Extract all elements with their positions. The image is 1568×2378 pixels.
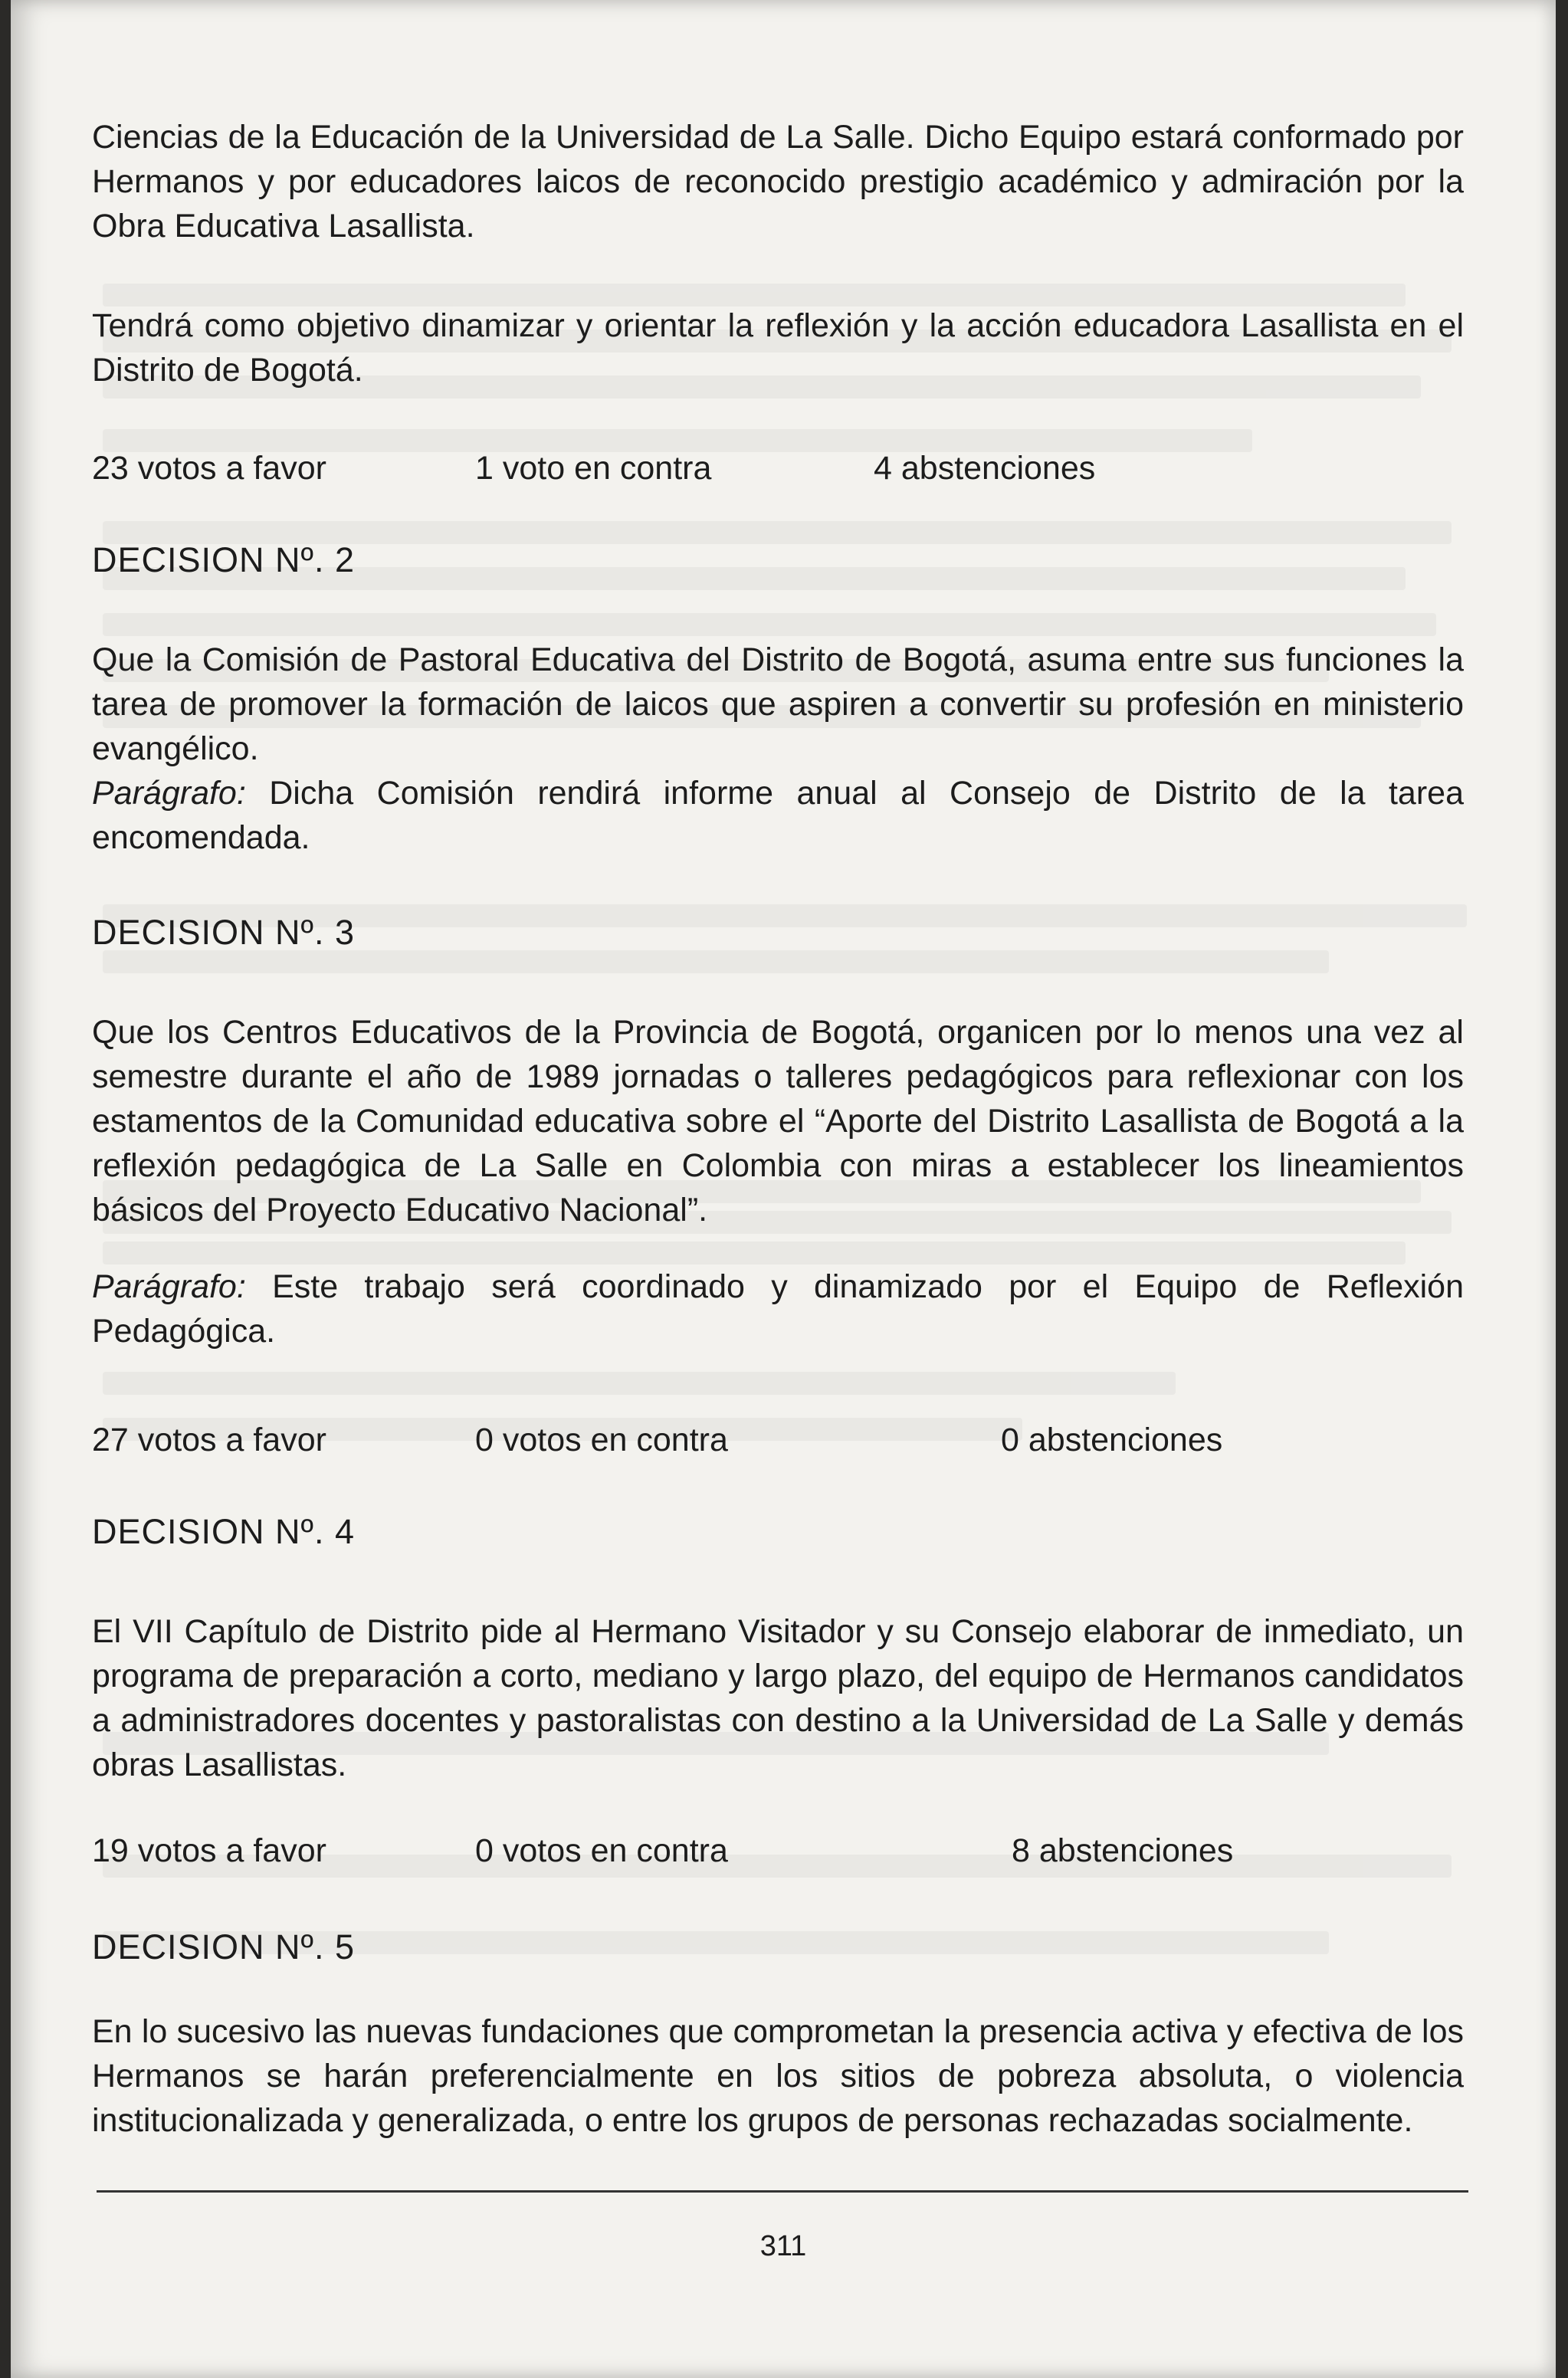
decision-4-vote-tally <box>92 1829 1464 1875</box>
decision-3-paragrafo <box>92 1264 1464 1353</box>
votes-abstentions: 8 abstenciones <box>1012 1832 1234 1869</box>
paragrafo-text: Este trabajo será coordinado y dinamizado por el Equipo de Reflexión Pedagógica. <box>92 1268 1464 1350</box>
intro-vote-tally <box>92 446 1464 492</box>
votes-favor: 23 votos a favor <box>92 450 326 487</box>
votes-favor: 27 votos a favor <box>92 1422 326 1458</box>
decision-2-heading: DECISION Nº. 2 <box>92 540 355 579</box>
votes-contra: 0 votos en contra <box>475 1422 728 1458</box>
votes-contra: 1 voto en contra <box>475 450 712 487</box>
decision-5-text: En lo sucesivo las nuevas fundaciones que comprometan la presencia activa y efectiva de los Hermanos se harán preferencialmente en los sitios de pobreza absoluta, o violencia institucionalizada y generalizada, o entre los grupos de personas rechazadas socialmente. <box>92 2013 1464 2139</box>
page-number: 311 <box>759 2230 807 2262</box>
decision-4-heading: DECISION Nº. 4 <box>92 1512 355 1551</box>
paragrafo-text: Dicha Comisión rendirá informe anual al Consejo de Distrito de la tarea encomendada. <box>92 775 1464 856</box>
paragrafo-label: Parágrafo: <box>92 1268 246 1305</box>
decision-2-text: Que la Comisión de Pastoral Educativa del Distrito de Bogotá, asuma entre sus funciones la tarea de promover la formación de laicos que aspiren a convertir su profesión en ministerio evangélico. <box>92 641 1464 767</box>
decision-4-text: El VII Capítulo de Distrito pide al Hermano Visitador y su Consejo elaborar de inmediato, un programa de preparación a corto, mediano y largo plazo, del equipo de Hermanos candidatos a administradores docentes y pastoralistas con destino a la Universidad de La Salle y demás obras Lasallistas. <box>92 1613 1464 1783</box>
decision-3-vote-tally <box>92 1418 1464 1464</box>
book-page <box>11 0 1556 2378</box>
footer-rule <box>97 2190 1468 2193</box>
decision-3-heading: DECISION Nº. 3 <box>92 913 355 952</box>
decision-5-heading: DECISION Nº. 5 <box>92 1927 355 1966</box>
votes-favor: 19 votos a favor <box>92 1832 326 1869</box>
votes-abstentions: 4 abstenciones <box>874 450 1096 487</box>
intro-paragraph: Ciencias de la Educación de la Universidad de La Salle. Dicho Equipo estará conformado por Hermanos y por educadores laicos de reconocido prestigio académico y admiración por la Obra Educativa Lasallista. <box>92 119 1464 244</box>
paragrafo-label: Parágrafo: <box>92 775 246 812</box>
votes-contra: 0 votos en contra <box>475 1832 728 1869</box>
votes-abstentions: 0 abstenciones <box>1001 1422 1223 1458</box>
intro-objective-paragraph: Tendrá como objetivo dinamizar y orientar la reflexión y la acción educadora Lasallista en el Distrito de Bogotá. <box>92 307 1464 389</box>
decision-3-text: Que los Centros Educativos de la Provincia de Bogotá, organicen por lo menos una vez al semestre durante el año de 1989 jornadas o talleres pedagógicos para reflexionar con los estamentos de la Comunidad educativa sobre el “Aporte del Distrito Lasallista de Bogotá a la reflexión pedagógica de La Salle en Colombia con miras a establecer los lineamientos básicos del Proyecto Educativo Nacional”. <box>92 1014 1464 1228</box>
decision-2-paragrafo <box>92 771 1464 860</box>
